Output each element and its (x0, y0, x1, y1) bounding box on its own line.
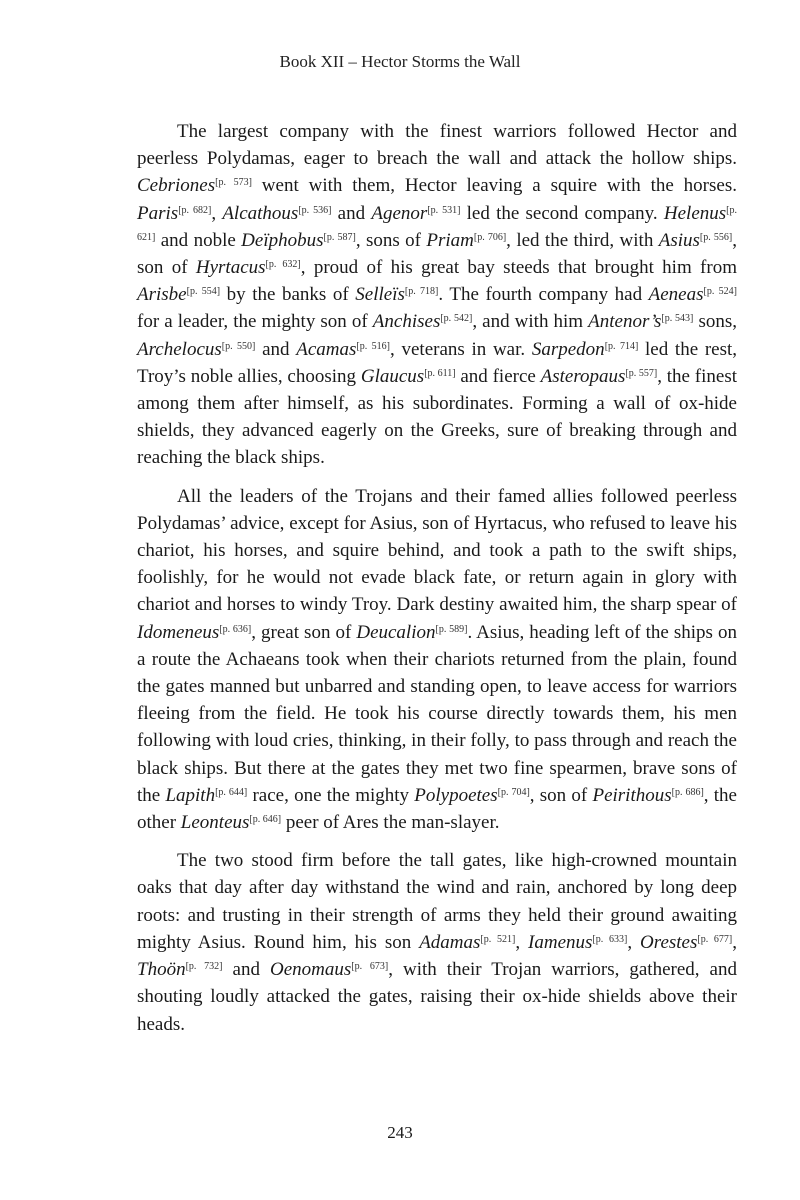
text-run: , (627, 931, 641, 953)
text-run: by the banks of (220, 284, 356, 306)
text-run: peer of Ares the man-slayer. (281, 812, 500, 834)
paragraph (137, 118, 737, 472)
page-reference: [p. 673] (351, 961, 389, 973)
text-run: and (331, 202, 372, 224)
proper-name: Polypoetes (414, 784, 498, 806)
proper-name: Paris (137, 202, 179, 224)
page-reference: [p. 644] (215, 786, 248, 798)
proper-name: Leonteus (180, 812, 250, 834)
proper-name: Thoön (137, 959, 186, 981)
text-run: All the leaders of the Trojans and their famed allies followed peerless Polydamas’ advice, except for Asius, son of Hyrtacus, who refused to leave his chariot, his horses, and squire behind, and took a path to the swift ships, foolishly, for he would not evade black fate, or return again in glory with chariot and horses to windy Troy. Dark destiny awaited him, the sharp spear of (137, 485, 737, 616)
text-run: sons, (693, 311, 737, 333)
proper-name: Agenor (371, 202, 428, 224)
proper-name: Lapith (165, 784, 216, 806)
proper-name: Peirithous (592, 784, 672, 806)
text-run: The two stood firm before the tall gates, like high-crowned mountain oaks that day after day withstand the wind and rain, anchored by long deep roots: and trusting in their strength of arms they held their ground awaiting mighty Asius. Round him, his son (137, 850, 737, 953)
page-reference: [p. 550] (221, 340, 256, 352)
text-run: , with their Trojan warriors, gathered, and shouting loudly attacked the gates, raising their ox-hide shields above their heads. (137, 959, 737, 1035)
page-reference: [p. 521] (480, 933, 516, 945)
page-reference: [p. 587] (323, 231, 356, 243)
proper-name: Idomeneus (137, 621, 220, 643)
text-run: , the other (137, 784, 737, 834)
proper-name: Glaucus (360, 365, 425, 387)
running-header: Book XII – Hector Storms the Wall (279, 52, 521, 71)
page-reference: [p. 704] (497, 786, 530, 798)
proper-name: Helenus (663, 202, 727, 224)
page-reference: [p. 573] (215, 177, 252, 189)
text-run: race, one the mighty (247, 784, 415, 806)
proper-name: Adamas (419, 931, 481, 953)
text-run: , the finest among them after himself, as his subordinates. Forming a wall of ox-hide shields, they advanced eagerly on the Greeks, sure of breaking through and reaching the black ships. (137, 365, 737, 469)
page-reference: [p. 556] (699, 231, 733, 243)
text-run: , proud of his great bay steeds that brought him from (300, 257, 737, 279)
page-reference: [p. 542] (440, 313, 473, 325)
proper-name: Antenor’s (588, 311, 662, 333)
proper-name: Oenomaus (270, 959, 352, 981)
text-run: , son of (529, 784, 593, 806)
page-number: 243 (387, 1123, 413, 1142)
proper-name: Orestes (640, 931, 698, 953)
page-reference: [p. 732] (185, 961, 223, 973)
page-reference: [p. 714] (604, 340, 639, 352)
text-run: , and with him (472, 311, 589, 333)
proper-name: Deucalion (356, 621, 436, 643)
page-reference: [p. 686] (671, 786, 704, 798)
proper-name: Aeneas (648, 284, 704, 306)
text-run: . The fourth company had (438, 284, 649, 306)
page-reference: [p. 677] (697, 933, 733, 945)
proper-name: Sarpedon (531, 338, 605, 360)
page-reference: [p. 611] (424, 367, 456, 379)
text-run: led the rest, Troy’s noble allies, choosing (137, 338, 738, 387)
text-run: and fierce (455, 365, 541, 387)
proper-name: Iamenus (528, 931, 593, 953)
page-reference: [p. 589] (435, 623, 468, 635)
page-reference: [p. 682] (178, 204, 212, 216)
page-reference: [p. 646] (249, 814, 282, 826)
proper-name: Selleïs (355, 284, 405, 306)
text-run: . Asius, heading left of the ships on a route the Achaeans took when their chariots returned from the plain, found the gates manned but unbarred and standing open, to leave access for warriors fleeing from the field. He took his course directly towards them, his men following with loud cries, thinking, in their folly, to pass through and reach the black ships. But there at the gates they met two fine spearmen, brave sons of the (137, 621, 737, 806)
proper-name: Anchises (372, 311, 441, 333)
page-reference: [p. 543] (661, 313, 694, 325)
text-run: , (515, 931, 529, 953)
text-run: led the second company. (460, 202, 664, 224)
page-reference: [p. 536] (298, 204, 332, 216)
text-run: , son of (137, 229, 737, 279)
text-run: The largest company with the finest warriors followed Hector and peerless Polydamas, eager to breach the wall and attack the hollow ships. (137, 121, 737, 170)
page-reference: [p. 632] (265, 259, 301, 271)
proper-name: Acamas (296, 338, 357, 360)
page-reference: [p. 524] (703, 286, 737, 298)
page-reference: [p. 633] (592, 933, 628, 945)
proper-name: Archelocus (137, 338, 222, 360)
paragraph (137, 847, 737, 1037)
page-reference: [p. 557] (625, 367, 658, 379)
text-run: and (255, 338, 297, 360)
text-run: went with them, Hector leaving a squire with the horses. (251, 175, 737, 197)
page-reference: [p. 531] (427, 204, 461, 216)
text-run: , sons of (355, 229, 427, 251)
text-run: and (222, 959, 270, 981)
text-run: and noble (155, 229, 242, 251)
proper-name: Priam (426, 229, 474, 251)
proper-name: Hyrtacus (195, 257, 266, 279)
text-run: , led the third, with (506, 229, 659, 251)
proper-name: Cebriones (137, 175, 216, 197)
paragraph (137, 483, 737, 837)
proper-name: Arisbe (137, 284, 187, 306)
text-run: , (732, 931, 738, 953)
text-run: , (211, 202, 223, 224)
text-run: for a leader, the mighty son of (137, 311, 373, 333)
page-reference: [p. 621] (137, 204, 737, 243)
page-reference: [p. 706] (473, 231, 507, 243)
proper-name: Asius (658, 229, 700, 251)
page-reference: [p. 554] (186, 286, 221, 298)
page-reference: [p. 718] (404, 286, 439, 298)
proper-name: Asteropaus (540, 365, 626, 387)
page-reference: [p. 636] (219, 623, 252, 635)
text-run: , great son of (251, 621, 357, 643)
body-text (137, 118, 737, 1049)
text-run: , veterans in war. (390, 338, 532, 360)
proper-name: Alcathous (222, 202, 299, 224)
page-reference: [p. 516] (356, 340, 391, 352)
proper-name: Deïphobus (241, 229, 324, 251)
